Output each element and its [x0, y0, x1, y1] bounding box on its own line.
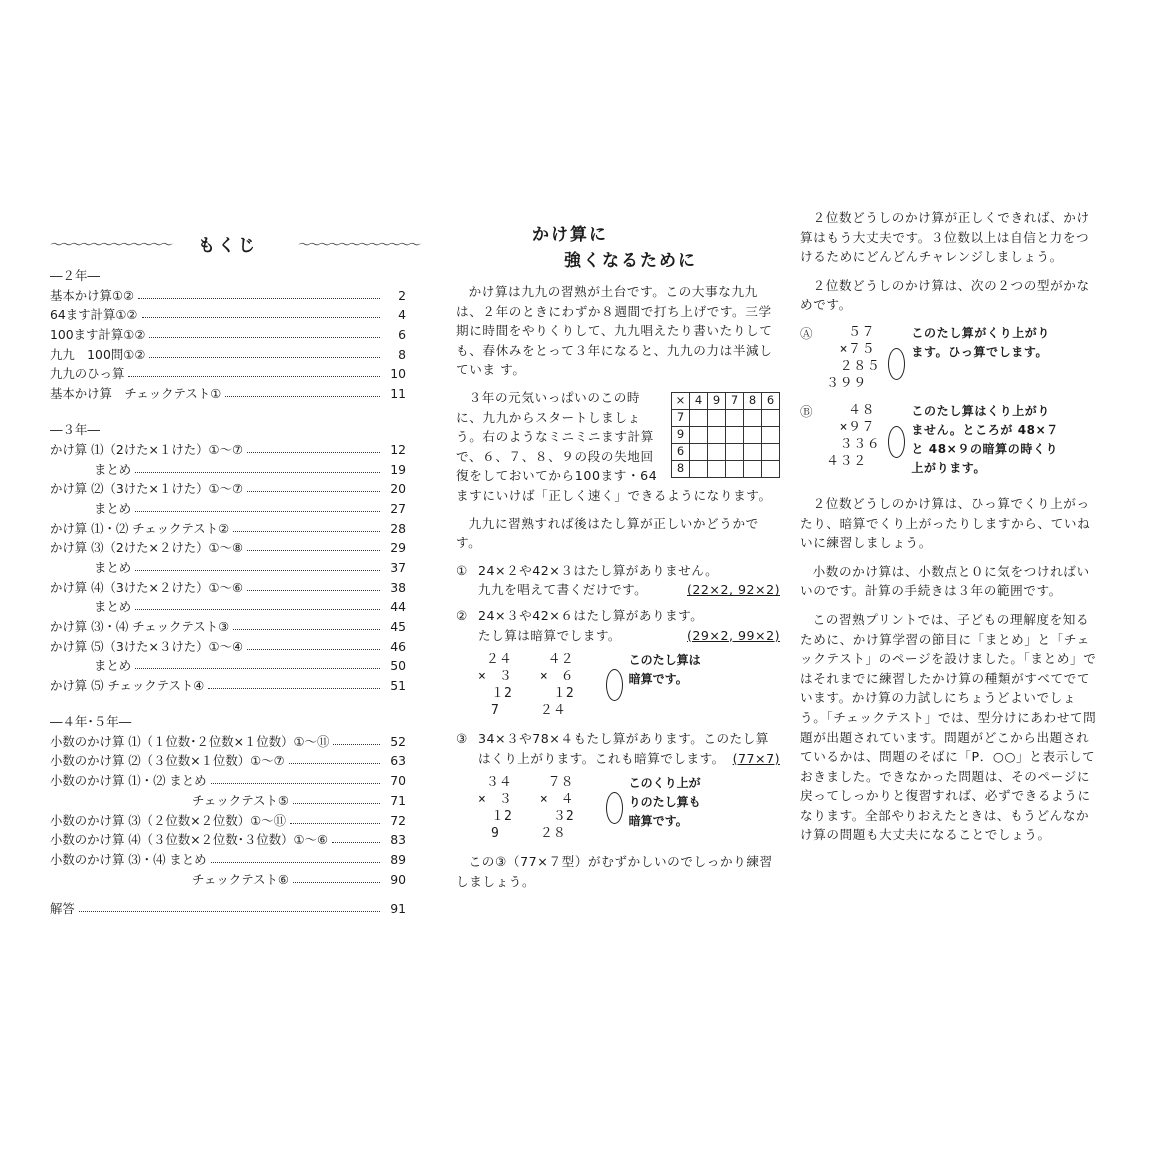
grid-empty-cell[interactable] — [744, 460, 762, 477]
point-2-number: ② — [456, 607, 468, 623]
point-2-reference: (29×2, 99×2) — [686, 627, 780, 643]
dot-leader — [233, 531, 380, 532]
wave-decoration-left: ～～～～～～～～～～～～ — [50, 237, 171, 253]
toc-title: もくじ — [198, 235, 258, 256]
toc-section-heading: ―４年･５年― — [50, 714, 132, 730]
example-a-note: このたし算がくり上がり ます。ひっ算でします。 — [911, 325, 1051, 359]
toc-entry[interactable] — [50, 383, 406, 403]
toc-entry[interactable] — [50, 479, 406, 499]
dot-leader — [247, 452, 380, 453]
dot-leader — [247, 590, 380, 591]
dot-leader — [128, 376, 380, 377]
toc-entry-page: 83 — [390, 832, 406, 848]
toc-entry-label: まとめ — [94, 500, 132, 516]
grid-header-cell: 7 — [726, 392, 744, 409]
intro-paragraph-2: ３年の元気いっぱいのこの時に、九九からスタートしましょう。右のようなミニミニます計算で、６、７、８、９の段の失地回復をしておいてから100ます・64ますにいけば「正しく速く」できるようになります。 — [456, 389, 772, 503]
guide-paragraph-5: この習熟プリントでは、子どもの理解度を知るために、かけ算学習の節目に「まとめ」と「チェックテスト」のページを設けました。「まとめ」ではそれまでに練習したかけ算の種類がすべてでています。かけ算の力試しにちょうどよいでしょう。「チェックテスト」では、型分けにあわせて問題が出題されています。問題がどこから出題されているかは、問題のそばに「P．○○」と表示しておきました。できなかった問題は、そのページに戻ってしっかりと復習すれば、必ずできるようになります。全部やりおえたときは、もうどんなかけ算の問題も大丈夫になることでしょう。 — [800, 611, 1097, 843]
toc-entry-label: まとめ — [94, 658, 132, 674]
highlight-oval — [888, 426, 905, 458]
grid-empty-cell[interactable] — [708, 460, 726, 477]
dot-leader — [225, 396, 380, 397]
dot-leader — [135, 570, 380, 571]
point-2-subtext: たし算は暗算でします。 — [478, 627, 622, 643]
toc-entry[interactable] — [50, 324, 406, 344]
dot-leader — [211, 862, 380, 863]
toc-entry-label: 100ます計算①② — [50, 327, 146, 343]
section-gap — [50, 403, 406, 413]
section-gap — [50, 889, 406, 899]
grid-empty-cell[interactable] — [762, 426, 780, 443]
example-note-a: このたし算は 暗算です。 — [628, 653, 701, 687]
toc-entry-page: 4 — [398, 307, 406, 323]
toc-body — [50, 266, 406, 918]
toc-entry-label: まとめ — [94, 461, 132, 477]
toc-entry-page: 46 — [390, 638, 406, 654]
dot-leader — [138, 298, 380, 299]
grid-header-cell: 6 — [762, 392, 780, 409]
grid-row-header-cell: 9 — [672, 426, 690, 443]
toc-entry[interactable] — [50, 790, 406, 810]
toc-entry-page: 19 — [390, 461, 406, 477]
intro-paragraph-1: かけ算は九九の習熟が土台です。この大事な九九は、２年のときにわずか８週間で打ち上げです。三学期に時間をやりくりして、九九唱えたり書いたりしても、春休みをとって３年になると、九九の力は半減していま す。 — [456, 284, 773, 378]
grid-empty-cell[interactable] — [762, 409, 780, 426]
grid-empty-cell[interactable] — [708, 443, 726, 460]
worked-example-57x75: ５７ ×７５ ２８５ ３９９ — [826, 324, 881, 391]
dot-leader — [142, 317, 380, 318]
grid-empty-cell[interactable] — [690, 409, 708, 426]
toc-entry-label: かけ算 ⑴（2けた×１けた）①～⑦ — [50, 441, 244, 457]
toc-entry-page: 91 — [390, 901, 406, 917]
grid-header-cell: × — [672, 392, 690, 409]
toc-entry-page: 90 — [390, 871, 406, 887]
worked-example-24x3: ２４ × ３ １2 7 — [478, 652, 512, 719]
toc-entry-page: 12 — [390, 441, 406, 457]
toc-entry-label: かけ算 ⑴・⑵ チェックテスト② — [50, 520, 230, 536]
grid-empty-cell[interactable] — [690, 443, 708, 460]
grid-empty-cell[interactable] — [762, 443, 780, 460]
toc-entry[interactable] — [50, 830, 406, 850]
dot-leader — [233, 629, 380, 630]
point-1-subtext: 九九を唱えて書くだけです。 — [478, 582, 648, 598]
point-1-sub — [456, 580, 780, 600]
point-3-text — [478, 729, 780, 768]
toc-entry[interactable] — [50, 656, 406, 676]
toc-entry-label: 小数のかけ算 ⑶・⑷ まとめ — [50, 851, 207, 867]
toc-entry[interactable] — [50, 557, 406, 577]
dot-leader — [332, 842, 380, 843]
toc-entry-page: 52 — [390, 733, 406, 749]
dot-leader — [208, 688, 380, 689]
point-1 — [456, 561, 780, 581]
toc-entry[interactable] — [50, 577, 406, 597]
toc-entry[interactable] — [50, 616, 406, 636]
toc-entry-label: 小数のかけ算 ⑶（２位数×２位数）①～⑪ — [50, 812, 287, 828]
dot-leader — [79, 911, 380, 912]
grid-empty-cell[interactable] — [690, 460, 708, 477]
toc-entry-page: 70 — [390, 773, 406, 789]
highlight-oval — [606, 669, 623, 701]
toc-entry-label: 基本かけ算 チェックテスト① — [50, 386, 222, 402]
dot-leader — [149, 357, 380, 358]
dot-leader — [149, 337, 380, 338]
grid-row-header-cell: 6 — [672, 443, 690, 460]
toc-entry[interactable] — [50, 751, 406, 771]
grid-empty-cell[interactable] — [726, 426, 744, 443]
toc-entry-label: 64ます計算①② — [50, 307, 138, 323]
toc-entry-page: 28 — [390, 520, 406, 536]
toc-entry-page: 45 — [390, 619, 406, 634]
point-2 — [456, 606, 780, 626]
toc-entry-page: 72 — [390, 812, 406, 828]
toc-header — [50, 228, 419, 258]
mini-multiplication-grid — [671, 392, 780, 478]
toc-entry-page: 6 — [398, 327, 406, 343]
toc-entry[interactable] — [50, 498, 406, 518]
point-1-number: ① — [456, 562, 468, 578]
toc-entry-label: 基本かけ算①② — [50, 287, 135, 303]
dot-leader — [135, 668, 380, 669]
dot-leader — [247, 491, 380, 492]
toc-entry[interactable] — [50, 538, 406, 558]
dot-leader — [290, 823, 380, 824]
point-2-text: 24×３や42×６はたし算があります。 — [478, 607, 704, 623]
dot-leader — [247, 550, 380, 551]
toc-entry-page: 27 — [390, 500, 406, 516]
toc-entry-page: 51 — [390, 678, 406, 694]
toc-entry-page: 50 — [390, 658, 406, 674]
point-3-number: ③ — [456, 731, 468, 747]
toc-entry-page: 11 — [390, 386, 406, 402]
toc-entry-label: かけ算 ⑶・⑷ チェックテスト③ — [50, 619, 230, 634]
toc-entry[interactable] — [50, 518, 406, 538]
table-of-contents — [50, 228, 419, 918]
guide-column — [800, 208, 1100, 854]
example-type-a — [800, 324, 1100, 392]
worked-example-34x3: ３４ × ３ １2 9 — [478, 775, 512, 842]
toc-entry[interactable] — [50, 364, 406, 384]
grid-empty-cell[interactable] — [708, 426, 726, 443]
dot-leader — [135, 511, 380, 512]
dot-leader — [289, 763, 380, 764]
toc-entry-label: かけ算 ⑷（3けた×２けた）①～⑥ — [50, 579, 244, 595]
guide-paragraph-4: 小数のかけ算は、小数点と０に気をつければいいのです。計算の手続きは３年の範囲です。 — [800, 563, 1090, 599]
intro-column — [456, 222, 780, 899]
toc-entry-label: 小数のかけ算 ⑵（３位数×１位数）①～⑦ — [50, 753, 285, 769]
toc-entry[interactable] — [50, 459, 406, 479]
point-2-sub — [456, 626, 780, 646]
dot-leader — [211, 783, 380, 784]
toc-entry-label: まとめ — [94, 599, 132, 615]
grid-header-cell: 8 — [744, 392, 762, 409]
grid-empty-cell[interactable] — [726, 443, 744, 460]
toc-entry[interactable] — [50, 899, 406, 919]
guide-paragraph-2: ２位数どうしのかけ算は、次の２つの型がかなめです。 — [800, 277, 1090, 313]
wave-decoration-right: ～～～～～～～～～～～～ — [298, 237, 419, 253]
toc-entry-label: 小数のかけ算 ⑴（１位数･２位数×１位数）①～⑪ — [50, 733, 330, 749]
toc-entry-page: 10 — [390, 366, 406, 382]
toc-section-heading: ―２年― — [50, 268, 101, 283]
dot-leader — [293, 803, 380, 804]
dot-leader — [293, 882, 380, 883]
section-gap — [50, 695, 406, 705]
grid-empty-cell[interactable] — [744, 443, 762, 460]
mini-grid — [671, 392, 780, 478]
toc-entry-label: 小数のかけ算 ⑷（３位数×２位数･３位数）①～⑥ — [50, 832, 329, 848]
example-type-b — [800, 402, 1100, 478]
toc-section-heading: ―３年― — [50, 422, 101, 438]
point-3-reference: (77×7) — [732, 750, 780, 766]
example-b-note: このたし算はくり上がり ません。ところが 48×７ と 48×９の暗算の時くり 上がります。 — [911, 403, 1059, 475]
toc-entry[interactable] — [50, 770, 406, 790]
point-1-text: 24×２や42×３はたし算がありません。 — [478, 562, 719, 578]
worked-example-48x97: ４８ ×９７ ３３６ ４３２ — [826, 402, 881, 469]
worked-example-42x6: ４２ × ６ １2 ２４ — [539, 652, 574, 719]
example-note-b: このくり上が りのたし算も 暗算です。 — [628, 776, 701, 829]
point-3-body: 34×３や78×４もたし算があります。このたし算はくり上がります。これも暗算でします。 — [478, 731, 769, 766]
toc-entry-page: 2 — [398, 287, 406, 303]
dot-leader — [247, 649, 380, 650]
grid-row-header-cell: 8 — [672, 460, 690, 477]
toc-entry-page: 20 — [390, 481, 406, 497]
point-3 — [456, 729, 780, 768]
article-title-line1: かけ算に — [532, 225, 608, 245]
toc-entry-label: かけ算 ⑵（3けた×１けた）①～⑦ — [50, 481, 244, 497]
toc-entry[interactable] — [50, 675, 406, 695]
intro-paragraph-4: この③（77×７型）がむずかしいのでしっかり練習しましょう。 — [456, 854, 773, 889]
example-row-b — [456, 774, 780, 848]
toc-entry[interactable] — [50, 731, 406, 751]
toc-entry[interactable] — [50, 869, 406, 889]
grid-empty-cell[interactable] — [744, 426, 762, 443]
toc-entry-page: 8 — [398, 346, 406, 362]
toc-entry-label: 九九 100問①② — [50, 346, 146, 362]
grid-empty-cell[interactable] — [708, 409, 726, 426]
example-a-mark: Ⓐ — [800, 325, 814, 341]
intro-paragraph-3: 九九に習熟すれば後はたし算が正しいかどうかです。 — [456, 515, 759, 551]
toc-entry-page: 29 — [390, 540, 406, 556]
toc-entry-label: 小数のかけ算 ⑴・⑵ まとめ — [50, 773, 207, 789]
dot-leader — [135, 609, 380, 610]
toc-entry[interactable] — [50, 597, 406, 617]
toc-entry-label: かけ算 ⑶（2けた×２けた）①～⑧ — [50, 540, 244, 556]
grid-row-header-cell: 7 — [672, 409, 690, 426]
dot-leader — [333, 744, 380, 745]
article-title-line2: 強くなるために — [564, 251, 697, 271]
toc-entry-page: 44 — [390, 599, 406, 615]
toc-entry-page: 38 — [390, 579, 406, 595]
toc-entry-label: 解答 — [50, 901, 75, 917]
example-row-a — [456, 651, 780, 725]
highlight-oval — [888, 348, 905, 380]
grid-empty-cell[interactable] — [726, 460, 744, 477]
toc-entry-label: チェックテスト⑥ — [192, 871, 289, 887]
guide-paragraph-1: ２位数どうしのかけ算が正しくできれば、かけ算はもう大丈夫です。３位数以上は自信と力をつけるためにどんどんチャレンジしましょう。 — [800, 210, 1090, 265]
toc-entry-label: かけ算 ⑸ チェックテスト④ — [50, 678, 205, 694]
toc-entry[interactable] — [50, 849, 406, 869]
toc-entry-label: 九九のひっ算 — [50, 366, 125, 382]
toc-entry-label: かけ算 ⑸（3けた×３けた）①～④ — [50, 638, 244, 654]
toc-entry-page: 37 — [390, 559, 406, 575]
grid-empty-cell[interactable] — [762, 460, 780, 477]
toc-entry-page: 63 — [390, 753, 406, 769]
grid-empty-cell[interactable] — [690, 426, 708, 443]
guide-paragraph-3: ２位数どうしのかけ算は、ひっ算でくり上がったり、暗算でくり上がったりしますから、ていねいに練習しましょう。 — [800, 495, 1091, 551]
toc-entry[interactable] — [50, 285, 406, 305]
highlight-oval — [606, 792, 623, 824]
toc-entry-label: チェックテスト⑤ — [192, 792, 289, 808]
toc-entry-label: まとめ — [94, 559, 132, 575]
toc-entry[interactable] — [50, 439, 406, 459]
example-b-mark: Ⓑ — [800, 403, 814, 419]
toc-entry-page: 71 — [390, 792, 406, 808]
worked-example-78x4: ７８ × ４ ３2 ２８ — [539, 775, 574, 842]
grid-header-cell: 4 — [690, 392, 708, 409]
toc-entry[interactable] — [50, 810, 406, 830]
grid-header-cell: 9 — [708, 392, 726, 409]
grid-empty-cell[interactable] — [726, 409, 744, 426]
toc-entry[interactable] — [50, 305, 406, 325]
toc-entry-page: 89 — [390, 851, 406, 867]
dot-leader — [135, 472, 380, 473]
toc-entry[interactable] — [50, 636, 406, 656]
toc-entry[interactable] — [50, 344, 406, 364]
grid-empty-cell[interactable] — [744, 409, 762, 426]
point-1-reference: (22×2, 92×2) — [686, 582, 780, 598]
